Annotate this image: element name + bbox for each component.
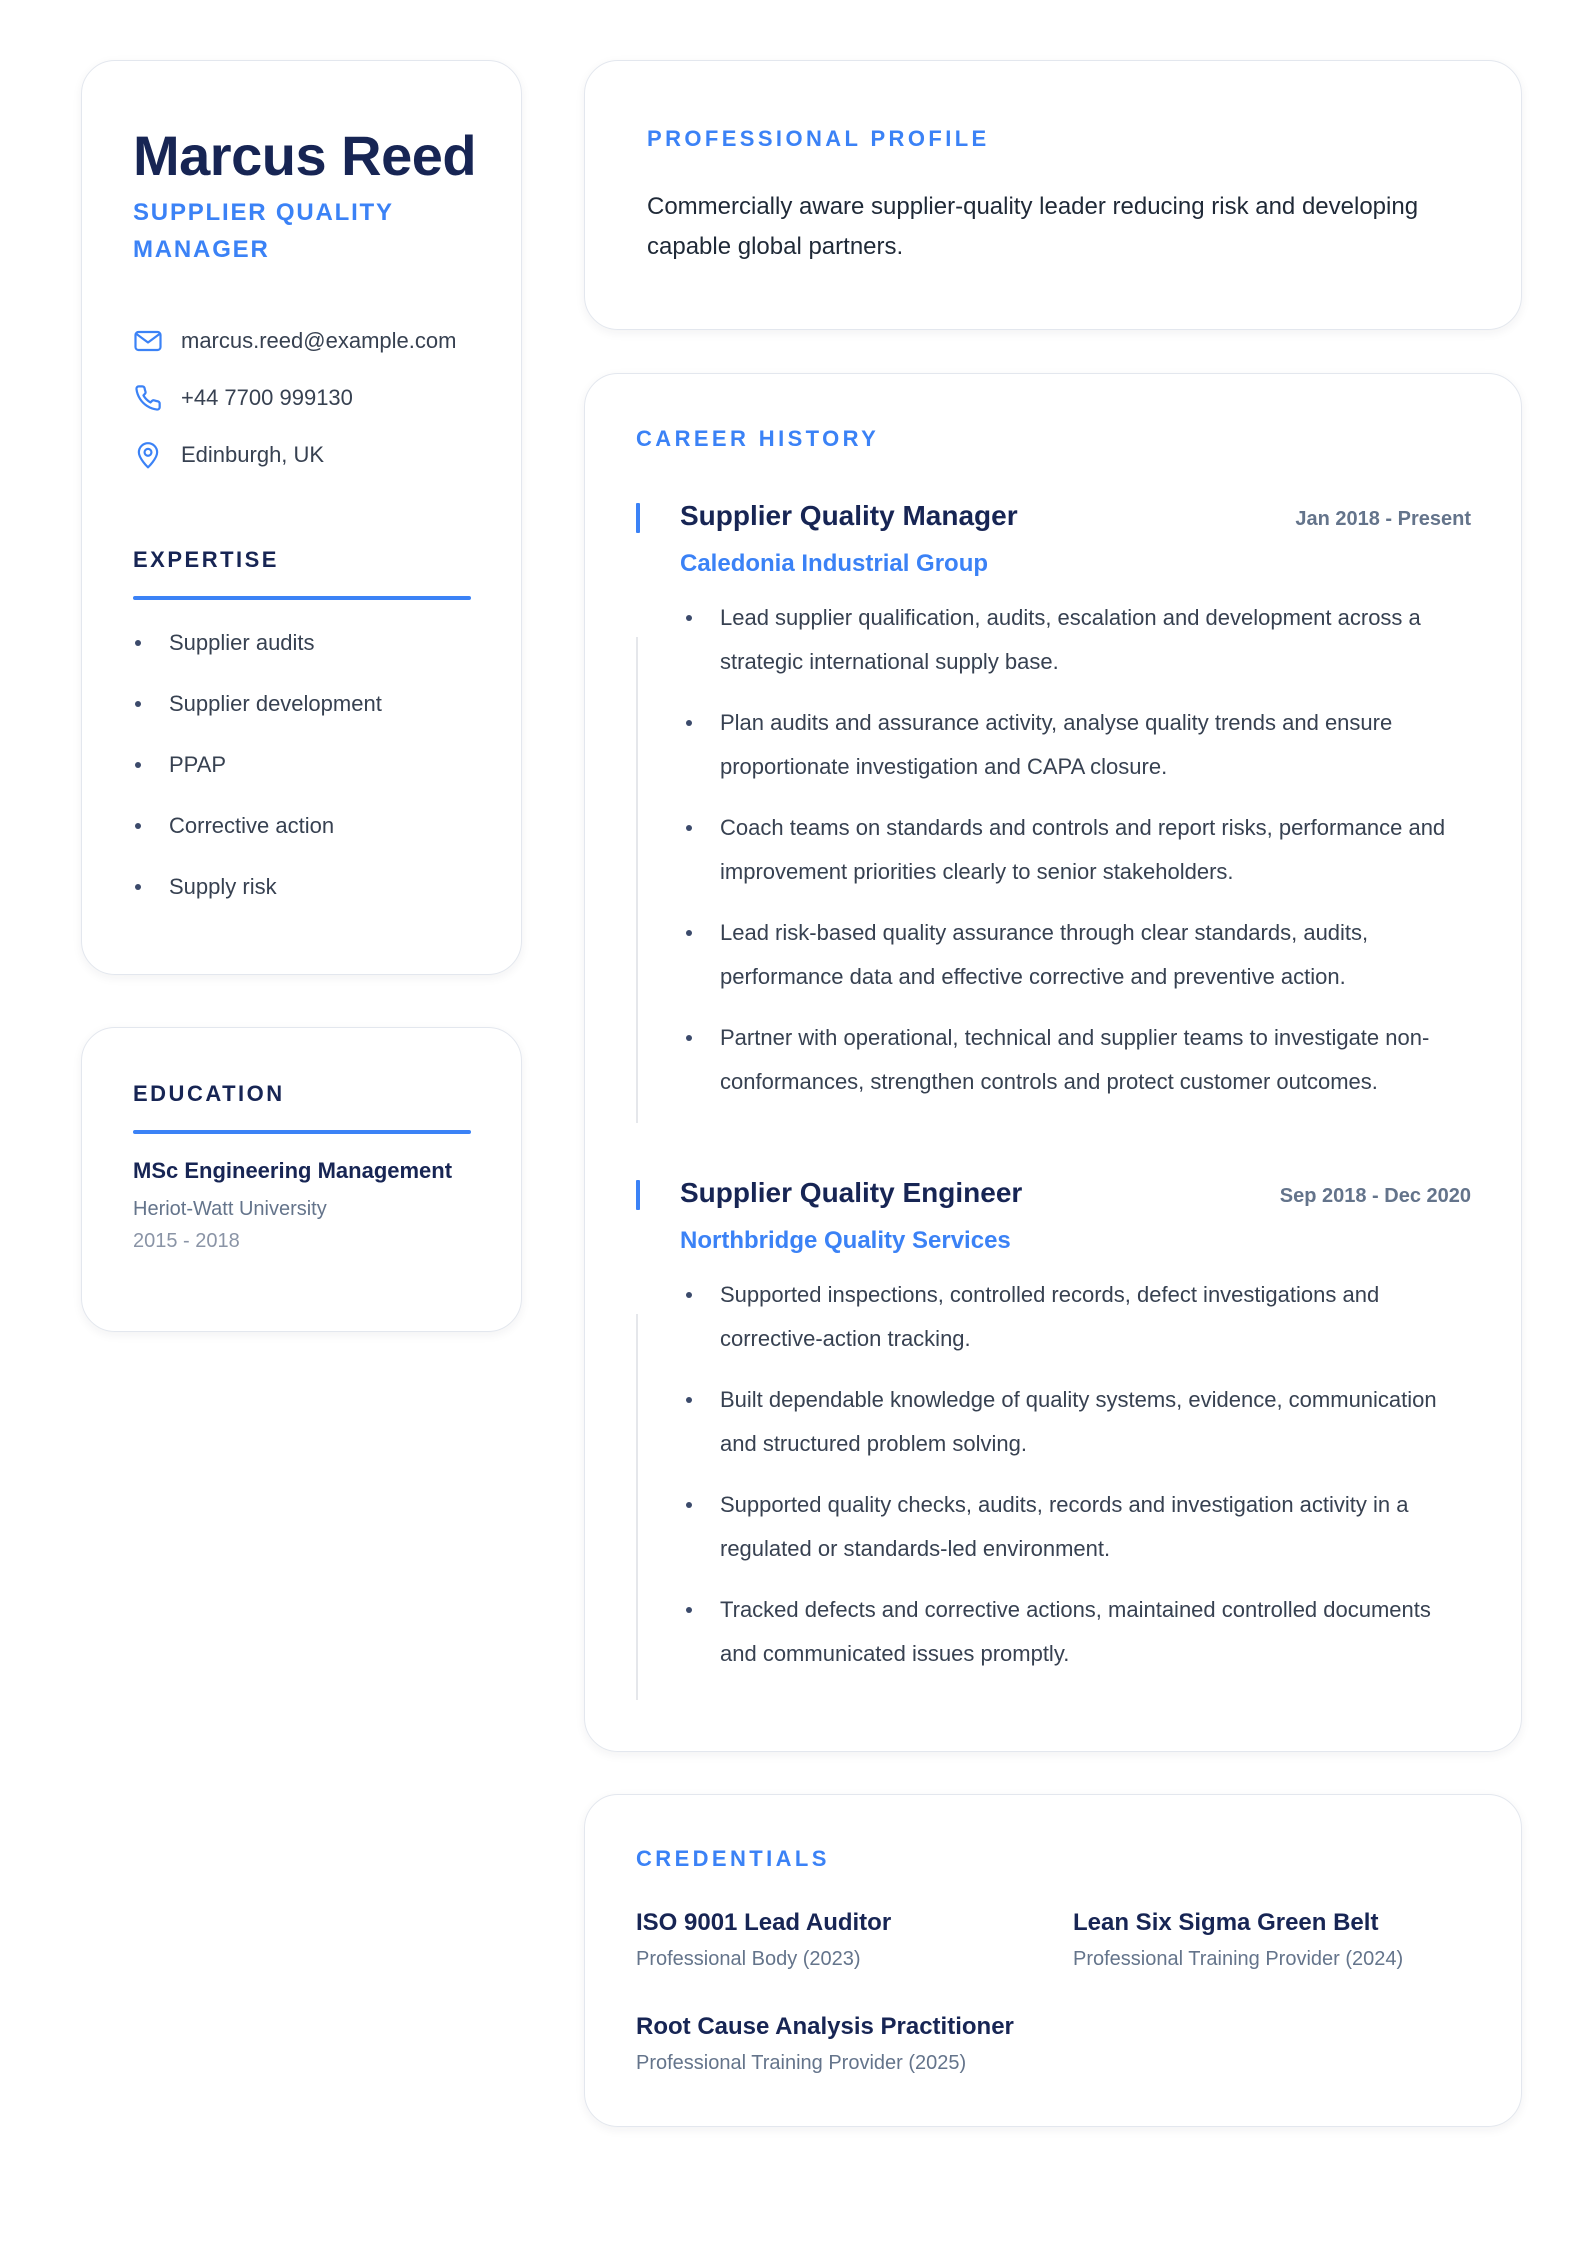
credential-issuer: Professional Training Provider (2025) (636, 2052, 967, 2074)
expertise-item (135, 689, 382, 719)
list-item (680, 806, 1471, 894)
job-title: Supplier Quality Engineer (680, 1177, 1023, 1208)
contact-email-text: marcus.reed@example.com (181, 328, 457, 353)
education-heading: EDUCATION (133, 1081, 285, 1106)
bullet-text: Lead supplier qualification, audits, escalation and development across a strategic international supply base. (720, 605, 1421, 674)
job-dates: Jan 2018 - Present (1295, 508, 1471, 530)
profile-summary: Commercially aware supplier-quality leader reducing risk and developing capable global partners. (647, 193, 1419, 260)
candidate-role: SUPPLIER QUALITY MANAGER (133, 199, 394, 263)
list-item (680, 1378, 1471, 1466)
expertise-item-label: PPAP (169, 752, 227, 777)
bullet-dot-icon (686, 930, 692, 936)
education-card (81, 1027, 522, 1332)
education-divider (133, 1130, 471, 1134)
contact-location (133, 440, 324, 470)
education-years: 2015 - 2018 (133, 1230, 240, 1252)
list-item (680, 1483, 1471, 1571)
bullet-dot-icon (686, 1502, 692, 1508)
bullet-dot-icon (135, 640, 141, 646)
credential-item (636, 1909, 891, 1971)
expertise-item-label: Supply risk (169, 874, 277, 899)
bullet-dot-icon (686, 1292, 692, 1298)
credential-name: Root Cause Analysis Practitioner (636, 2013, 1014, 2040)
career-heading: CAREER HISTORY (636, 426, 880, 451)
bullet-dot-icon (135, 884, 141, 890)
expertise-item (135, 628, 315, 658)
bullet-text: Supported quality checks, audits, records and investigation activity in a regulated or standards-led environment. (720, 1492, 1409, 1561)
credentials-card (584, 1794, 1522, 2127)
job-timeline-line (636, 1314, 638, 1700)
education-school: Heriot-Watt University (133, 1198, 327, 1220)
contact-location-text: Edinburgh, UK (181, 442, 325, 467)
list-item (680, 911, 1471, 999)
job-company: Caledonia Industrial Group (680, 550, 989, 577)
job-entry (636, 500, 1471, 1123)
bullet-text: Built dependable knowledge of quality systems, evidence, communication and structured problem solving. (720, 1387, 1437, 1456)
map-pin-icon (133, 440, 163, 470)
list-item (680, 1273, 1471, 1361)
contact-email[interactable] (133, 326, 456, 356)
phone-icon (133, 383, 163, 413)
list-item (680, 596, 1471, 684)
bullet-text: Tracked defects and corrective actions, maintained controlled documents and communicated issues promptly. (720, 1597, 1431, 1666)
bullet-dot-icon (686, 1607, 692, 1613)
bullet-dot-icon (686, 825, 692, 831)
bullet-text: Lead risk-based quality assurance through clear standards, audits, performance data and effective corrective and preventive action. (720, 920, 1369, 989)
job-accent-bar (636, 503, 640, 533)
job-dates: Sep 2018 - Dec 2020 (1279, 1185, 1471, 1207)
expertise-item-label: Supplier development (169, 691, 382, 716)
job-company: Northbridge Quality Services (680, 1227, 1011, 1254)
credential-item (1073, 1909, 1403, 1971)
identity-card (81, 60, 522, 975)
mail-icon (133, 326, 163, 356)
candidate-name: Marcus Reed (133, 124, 477, 187)
list-item (680, 1588, 1471, 1676)
job-timeline-line (636, 637, 638, 1123)
expertise-heading: EXPERTISE (133, 547, 279, 572)
bullet-text: Supported inspections, controlled records, defect investigations and corrective-action tracking. (720, 1282, 1380, 1351)
credential-name: ISO 9001 Lead Auditor (636, 1909, 892, 1936)
bullet-dot-icon (686, 720, 692, 726)
education-degree: MSc Engineering Management (133, 1158, 453, 1183)
credential-item (636, 2013, 1014, 2075)
job-title: Supplier Quality Manager (680, 500, 1018, 531)
credential-name: Lean Six Sigma Green Belt (1073, 1909, 1379, 1936)
bullet-dot-icon (686, 1035, 692, 1041)
credentials-heading: CREDENTIALS (636, 1846, 830, 1871)
bullet-text: Plan audits and assurance activity, analyse quality trends and ensure proportionate investigation and CAPA closure. (720, 710, 1393, 779)
bullet-dot-icon (686, 615, 692, 621)
credential-issuer: Professional Body (2023) (636, 1948, 861, 1970)
expertise-item-label: Supplier audits (169, 630, 315, 655)
contact-phone[interactable] (133, 383, 353, 413)
list-item (680, 701, 1471, 789)
bullet-dot-icon (686, 1397, 692, 1403)
expertise-item (135, 750, 226, 780)
bullet-dot-icon (135, 823, 141, 829)
bullet-text: Coach teams on standards and controls and report risks, performance and improvement priorities clearly to senior stakeholders. (720, 815, 1446, 884)
credential-issuer: Professional Training Provider (2024) (1073, 1948, 1404, 1970)
bullet-dot-icon (135, 701, 141, 707)
expertise-item (135, 872, 277, 902)
career-history-card (584, 373, 1522, 1752)
expertise-divider (133, 596, 471, 600)
job-bullets (680, 596, 1471, 1121)
bullet-text: Partner with operational, technical and supplier teams to investigate non-conformances, strengthen controls and protect customer outcomes. (720, 1025, 1430, 1094)
expertise-item (135, 811, 334, 841)
contact-phone-text: +44 7700 999130 (181, 385, 353, 410)
bullet-dot-icon (135, 762, 141, 768)
job-bullets (680, 1273, 1471, 1693)
job-entry (636, 1177, 1471, 1700)
professional-profile-card (584, 60, 1522, 330)
profile-heading: PROFESSIONAL PROFILE (647, 126, 990, 151)
job-accent-bar (636, 1180, 640, 1210)
expertise-item-label: Corrective action (169, 813, 335, 838)
list-item (680, 1016, 1471, 1104)
